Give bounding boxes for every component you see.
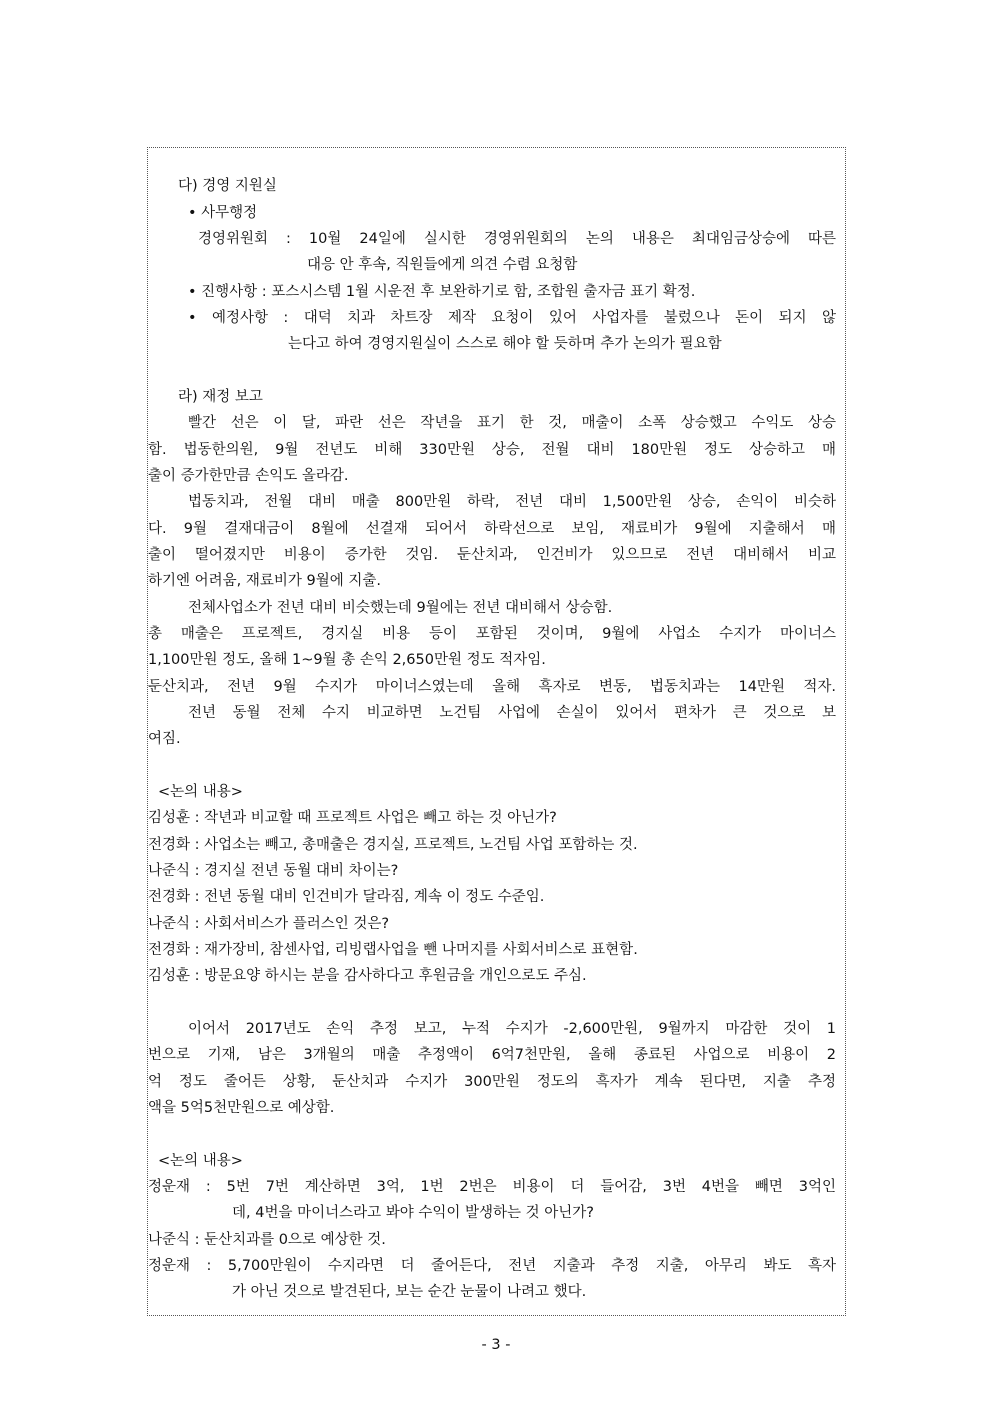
finance-p2-line-1: 법동치과, 전월 대비 매출 800만원 하락, 전년 대비 1,500만원 상승, 손익이 비슷하 — [188, 494, 836, 510]
discussion-heading-2: <논의 내용> — [158, 1153, 243, 1169]
discussion2-line: 데, 4번을 마이너스라고 봐야 수익이 발생하는 것 아닌가? — [232, 1205, 594, 1221]
planned-line-2: 는다고 하여 경영지원실이 스스로 해야 할 듯하며 추가 논의가 필요함 — [288, 336, 722, 352]
finance-p5-line-1: 둔산치과, 전년 9월 수지가 마이너스였는데 올해 흑자로 변동, 법동치과는 14만원 적자. — [148, 679, 836, 695]
finance-p2-line-2: 다. 9월 결재대금이 8월에 선결재 되어서 하락선으로 보임, 재료비가 9월에 지출해서 매 — [148, 521, 836, 537]
finance-p6-line-1: 전년 동월 전체 수지 비교하면 노건팀 사업에 손실이 있어서 편차가 큰 것으로 보 — [188, 705, 836, 721]
finance-p1-line-2: 함. 법동한의원, 9월 전년도 비해 330만원 상승, 전월 대비 180만원 정도 상승하고 매 — [148, 442, 836, 458]
document-frame — [147, 147, 846, 1316]
planned-line-1: • 예정사항 : 대덕 치과 차트장 제작 요청이 있어 사업자를 불렀으나 돈이 되지 않 — [188, 310, 836, 326]
page-number: - 3 - — [481, 1337, 511, 1353]
section-heading-finance: 라) 재정 보고 — [178, 389, 263, 405]
section-heading-mgmt: 다) 경영 지원실 — [178, 178, 277, 194]
discussion-heading-1: <논의 내용> — [158, 784, 243, 800]
forecast-line-3: 억 정도 줄어든 상황, 둔산치과 수지가 300만원 정도의 흑자가 계속 된다면, 지출 추정 — [148, 1074, 836, 1090]
committee-line-2: 대응 안 후속, 직원들에게 의견 수렴 요청함 — [307, 257, 578, 273]
discussion-line: 김성훈 : 방문요양 하시는 분을 감사하다고 후원금을 개인으로도 주심. — [148, 968, 587, 984]
finance-p1-line-1: 빨간 선은 이 달, 파란 선은 작년을 표기 한 것, 매출이 소폭 상승했고 수익도 상승 — [188, 415, 836, 431]
finance-p2-line-3: 출이 떨어졌지만 비용이 증가한 것임. 둔산치과, 인건비가 있으므로 전년 대비해서 비교 — [148, 547, 836, 563]
discussion2-line: 나준식 : 둔산치과를 0으로 예상한 것. — [148, 1232, 386, 1248]
discussion-line: 나준식 : 사회서비스가 플러스인 것은? — [148, 916, 390, 932]
discussion-line: 전경화 : 재가장비, 참센사업, 리빙랩사업을 뺀 나머지를 사회서비스로 표현함. — [148, 942, 638, 958]
forecast-line-2: 번으로 기재, 남은 3개월의 매출 추정액이 6억7천만원, 올해 종료된 사업으로 비용이 2 — [148, 1047, 836, 1063]
finance-p6-line-2: 여짐. — [148, 731, 181, 747]
discussion2-line: 정운재 : 5,700만원이 수지라면 더 줄어든다, 전년 지출과 추정 지출, 아무리 봐도 흑자 — [148, 1258, 836, 1274]
discussion-line: 전경화 : 전년 동월 대비 인건비가 달라짐, 계속 이 정도 수준임. — [148, 889, 545, 905]
discussion2-line: 정운재 : 5번 7번 계산하면 3억, 1번 2번은 비용이 더 들어감, 3번 4번을 빼면 3억인 — [148, 1179, 836, 1195]
committee-line-1: 경영위원회 : 10월 24일에 실시한 경영위원회의 논의 내용은 최대임금상승에 따른 — [198, 231, 836, 247]
progress-item: • 진행사항 : 포스시스템 1월 시운전 후 보완하기로 함, 조합원 출자금 표기 확정. — [188, 284, 696, 300]
forecast-line-4: 액을 5억5천만원으로 예상함. — [148, 1100, 335, 1116]
discussion-line: 김성훈 : 작년과 비교할 때 프로젝트 사업은 빼고 하는 것 아닌가? — [148, 810, 557, 826]
finance-p4-line-1: 총 매출은 프로젝트, 경지실 비용 등이 포함된 것이며, 9월에 사업소 수지가 마이너스 — [148, 626, 836, 642]
discussion-line: 전경화 : 사업소는 빼고, 총매출은 경지실, 프로젝트, 노건팀 사업 포함하는 것. — [148, 837, 638, 853]
finance-p2-line-4: 하기엔 어려움, 재료비가 9월에 지출. — [148, 573, 381, 589]
discussion2-line: 가 아닌 것으로 발견된다, 보는 순간 눈물이 나려고 했다. — [232, 1284, 587, 1300]
discussion-line: 나준식 : 경지실 전년 동월 대비 차이는? — [148, 863, 399, 879]
finance-p1-line-3: 출이 증가한만큼 손익도 올라감. — [148, 468, 349, 484]
forecast-line-1: 이어서 2017년도 손익 추정 보고, 누적 수지가 -2,600만원, 9월까지 마감한 것이 1 — [188, 1021, 836, 1037]
finance-p4-line-2: 1,100만원 정도, 올해 1~9월 총 손익 2,650만원 정도 적자임. — [148, 652, 546, 668]
admin-bullet: • 사무행정 — [188, 205, 258, 221]
finance-p3-line-1: 전체사업소가 전년 대비 비슷했는데 9월에는 전년 대비해서 상승함. — [188, 600, 613, 616]
